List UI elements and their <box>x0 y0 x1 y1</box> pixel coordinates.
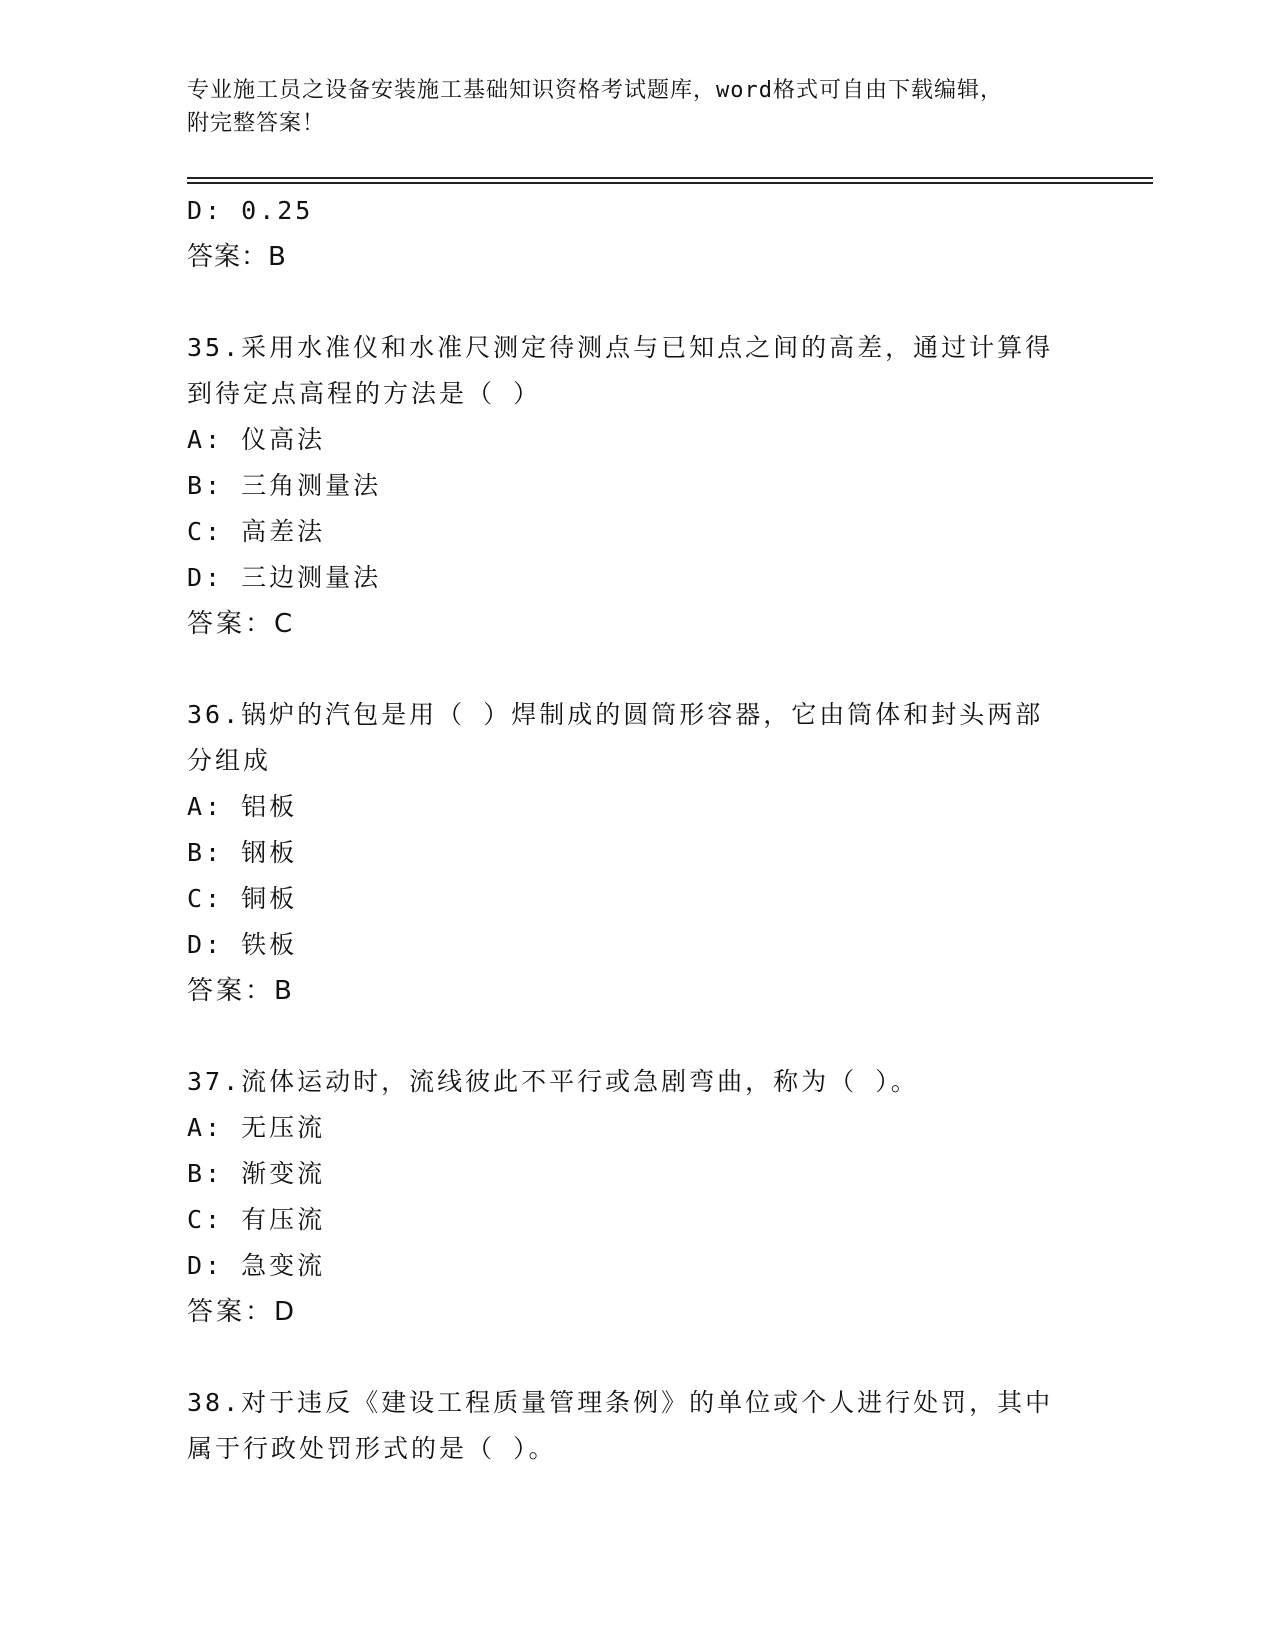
header-title-line-2: 附完整答案！ <box>187 111 326 136</box>
header-divider-bottom <box>187 182 1153 184</box>
option-c: C: 铜板 <box>187 884 298 913</box>
spacer <box>187 1014 1087 1059</box>
previous-question-tail <box>187 188 1087 280</box>
option-a: A: 铝板 <box>187 792 298 821</box>
question-list <box>187 188 1087 1472</box>
option-d: D: 急变流 <box>187 1251 326 1280</box>
option-d: D: 三边测量法 <box>187 563 382 592</box>
option-c: C: 高差法 <box>187 517 326 546</box>
option-b: B: 钢板 <box>187 838 298 867</box>
question-stem-line-1: 38.对于违反《建设工程质量管理条例》的单位或个人进行处罚，其中 <box>187 1388 1054 1417</box>
option-d: D: 0.25 <box>187 196 314 225</box>
option-d: D: 铁板 <box>187 930 298 959</box>
question-stem-line-2: 分组成 <box>187 746 272 775</box>
question-stem-line-2: 属于行政处罚形式的是（ ）。 <box>187 1434 557 1463</box>
spacer <box>187 1335 1087 1380</box>
question-35 <box>187 325 1087 647</box>
header-title-line-1: 专业施工员之设备安装施工基础知识资格考试题库，word格式可自由下载编辑， <box>187 78 1003 103</box>
question-38 <box>187 1380 1087 1472</box>
answer-line: 答案：D <box>187 1297 298 1327</box>
document-header <box>187 74 1077 140</box>
question-stem-line-1: 37.流体运动时，流线彼此不平行或急剧弯曲，称为（ ）。 <box>187 1067 919 1096</box>
option-b: B: 三角测量法 <box>187 471 382 500</box>
question-stem-line-1: 36.锅炉的汽包是用（ ）焊制成的圆筒形容器，它由筒体和封头两部 <box>187 700 1044 729</box>
answer-line: 答案：B <box>187 242 287 272</box>
header-divider-top <box>187 177 1153 179</box>
option-a: A: 仪高法 <box>187 425 326 454</box>
option-b: B: 渐变流 <box>187 1159 326 1188</box>
answer-line: 答案：B <box>187 976 295 1006</box>
question-stem-line-1: 35.采用水准仪和水准尺测定待测点与已知点之间的高差，通过计算得 <box>187 333 1054 362</box>
answer-line: 答案：C <box>187 609 296 639</box>
question-36 <box>187 692 1087 1014</box>
question-37 <box>187 1059 1087 1335</box>
spacer <box>187 280 1087 325</box>
spacer <box>187 647 1087 692</box>
option-a: A: 无压流 <box>187 1113 326 1142</box>
question-stem-line-2: 到待定点高程的方法是（ ） <box>187 379 542 408</box>
option-c: C: 有压流 <box>187 1205 326 1234</box>
